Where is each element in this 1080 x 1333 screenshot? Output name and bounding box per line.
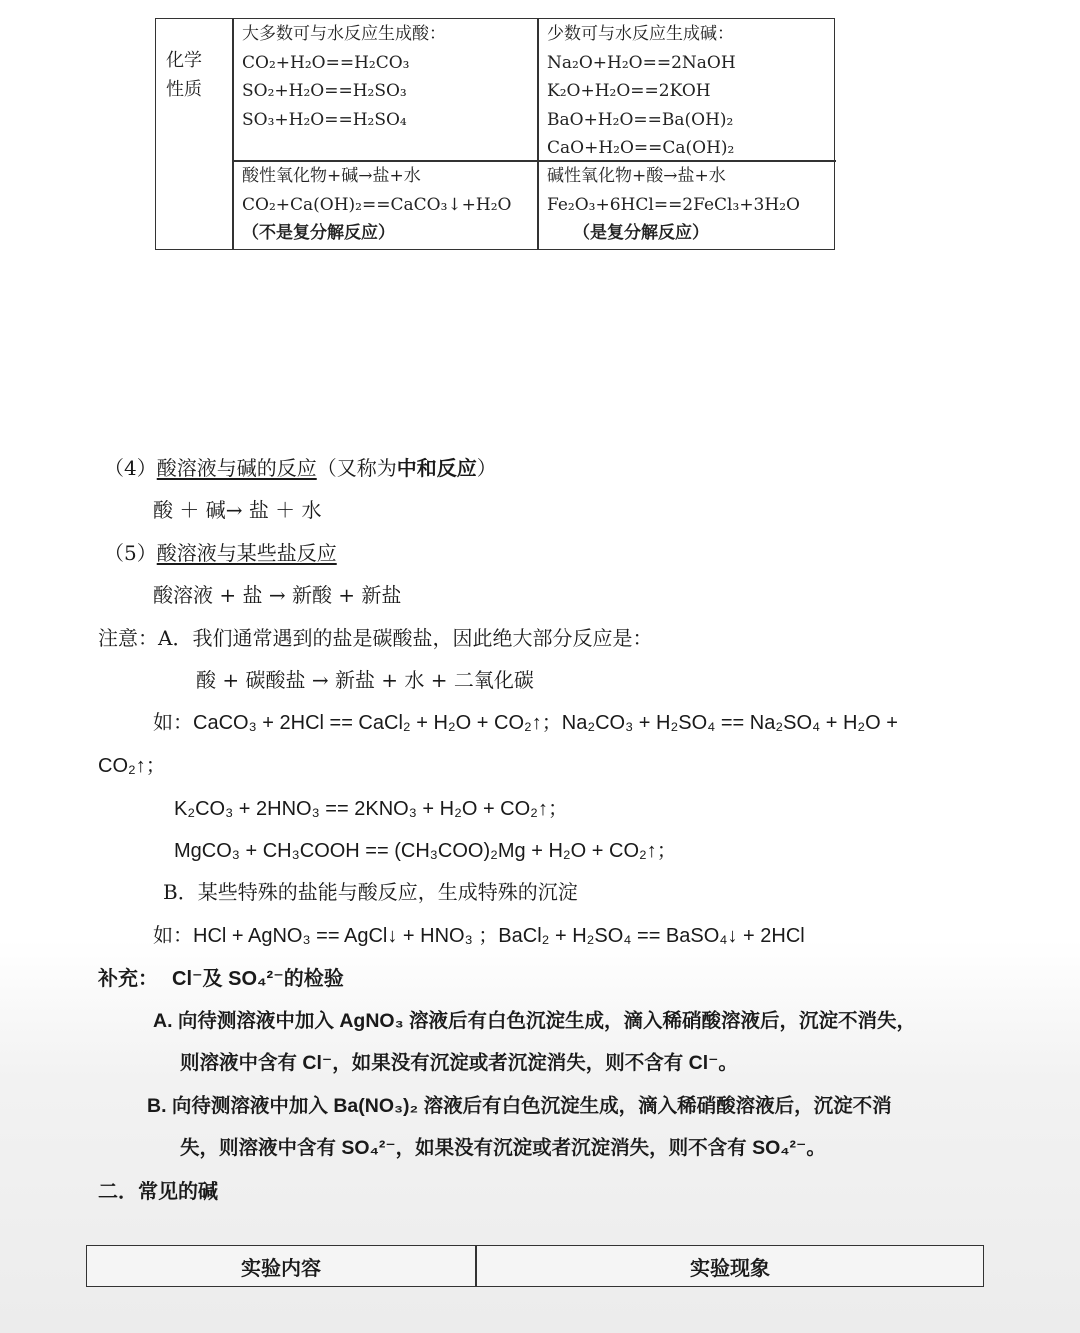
section-number: （4） — [104, 456, 157, 480]
cell-heading: 碱性氧化物+酸→盐+水 — [547, 166, 726, 186]
section-title: 酸溶液与某些盐反应 — [156, 541, 337, 565]
note-a-example-2: K₂CO₃ + 2HNO₃ == 2KNO₃ + H₂O + CO₂↑； — [174, 798, 568, 820]
cell-heading: 少数可与水反应生成碱： — [547, 24, 734, 44]
supplement-a-line-1: A. 向待测溶液中加入 AgNO₃ 溶液后有白色沉淀生成，滴入稀硝酸溶液后，沉淀不消失， — [153, 1010, 917, 1032]
cell-heading: 大多数可与水反应生成酸： — [242, 24, 446, 44]
equation: CaO+H₂O==Ca(OH)₂ — [547, 138, 735, 158]
equation: HCl + AgNO₃ == AgCl↓ + HNO₃ ；BaCl₂ + H₂SO₄ == BaSO₄↓ + 2HCl — [193, 925, 805, 947]
row-header-cell — [166, 47, 202, 104]
header-experiment-phenomenon: 实验现象 — [690, 1255, 770, 1280]
note-a-example-1 — [153, 706, 898, 735]
header-experiment-content: 实验内容 — [241, 1255, 321, 1280]
section-5-formula: 酸溶液 + 盐 → 新酸 + 新盐 — [153, 583, 402, 607]
equation: Fe₂O₃+6HCl==2FeCl₃+3H₂O — [547, 194, 800, 215]
supplement-b-line-1: B. 向待测溶液中加入 Ba(NO₃)₂ 溶液后有白色沉淀生成，滴入稀硝酸溶液后，沉淀不消 — [147, 1095, 892, 1117]
equation: CO₂+Ca(OH)₂==CaCO₃↓+H₂O — [242, 194, 512, 215]
equation: CO₂+H₂O==H₂CO₃ — [242, 52, 410, 73]
section-title: 酸溶液与碱的反应 — [156, 456, 317, 480]
oxides-properties-table — [155, 18, 835, 250]
neutralization-term: 中和反应 — [396, 456, 477, 480]
supplement-title: Cl⁻及 SO₄²⁻的检验 — [172, 968, 344, 990]
row-header-line-2: 性质 — [166, 78, 202, 100]
section-4-heading — [104, 452, 497, 481]
reaction-type-note: （不是复分解反应） — [242, 223, 395, 243]
row-header-line-1: 化学 — [166, 50, 202, 71]
basic-oxide-acid-cell — [547, 162, 800, 248]
supplement-a-line-2: 则溶液中含有 Cl⁻，如果没有沉淀或者沉淀消失，则不含有 Cl⁻。 — [180, 1052, 738, 1074]
equation: BaO+H₂O==Ba(OH)₂ — [547, 109, 734, 130]
supplement-b-line-2: 失，则溶液中含有 SO₄²⁻，如果没有沉淀或者沉淀消失，则不含有 SO₄²⁻。 — [180, 1137, 826, 1159]
note-a-text: 注意：A．我们通常遇到的盐是碳酸盐，因此绝大部分反应是： — [98, 626, 653, 650]
acidic-oxide-water-cell — [242, 20, 446, 134]
note-b-example — [153, 919, 805, 948]
example-lead: 如： — [153, 710, 193, 734]
note-a-example-1-cont: CO₂↑； — [98, 755, 166, 777]
supplement-heading — [98, 962, 344, 991]
note-a-example-3: MgCO₃ + CH₃COOH == (CH₃COO)₂Mg + H₂O + CO₂↑； — [174, 840, 677, 862]
section-2-heading: 二．常见的碱 — [98, 1179, 218, 1203]
experiment-table-header — [86, 1245, 984, 1287]
equation: SO₃+H₂O==H₂SO₄ — [242, 109, 407, 130]
section-aside-close: ） — [476, 456, 497, 480]
section-number: （5） — [104, 541, 157, 565]
equation: K₂O+H₂O==2KOH — [547, 81, 711, 101]
equation: CaCO₃ + 2HCl == CaCl₂ + H₂O + CO₂↑；Na₂CO₃ + H₂SO₄ == Na₂SO₄ + H₂O + — [193, 712, 898, 734]
note-a-formula: 酸 + 碳酸盐 → 新盐 + 水 + 二氧化碳 — [196, 668, 534, 692]
section-5-heading — [104, 537, 337, 566]
equation: SO₂+H₂O==H₂SO₃ — [242, 81, 407, 101]
cell-heading: 酸性氧化物+碱→盐+水 — [242, 166, 421, 186]
equation: Na₂O+H₂O==2NaOH — [547, 52, 736, 73]
acidic-oxide-base-cell — [242, 162, 511, 248]
section-4-formula: 酸 ＋ 碱→ 盐 ＋ 水 — [153, 498, 322, 522]
section-aside-open: （又称为 — [316, 456, 397, 480]
table-divider-vertical-1 — [232, 19, 234, 249]
reaction-type-note: （是复分解反应） — [573, 223, 709, 243]
basic-oxide-water-cell — [547, 20, 736, 163]
example-lead: 如： — [153, 923, 193, 947]
note-b-text: B．某些特殊的盐能与酸反应，生成特殊的沉淀 — [163, 880, 578, 904]
table-divider-vertical-2 — [537, 19, 539, 249]
supplement-label: 补充： — [98, 966, 158, 990]
